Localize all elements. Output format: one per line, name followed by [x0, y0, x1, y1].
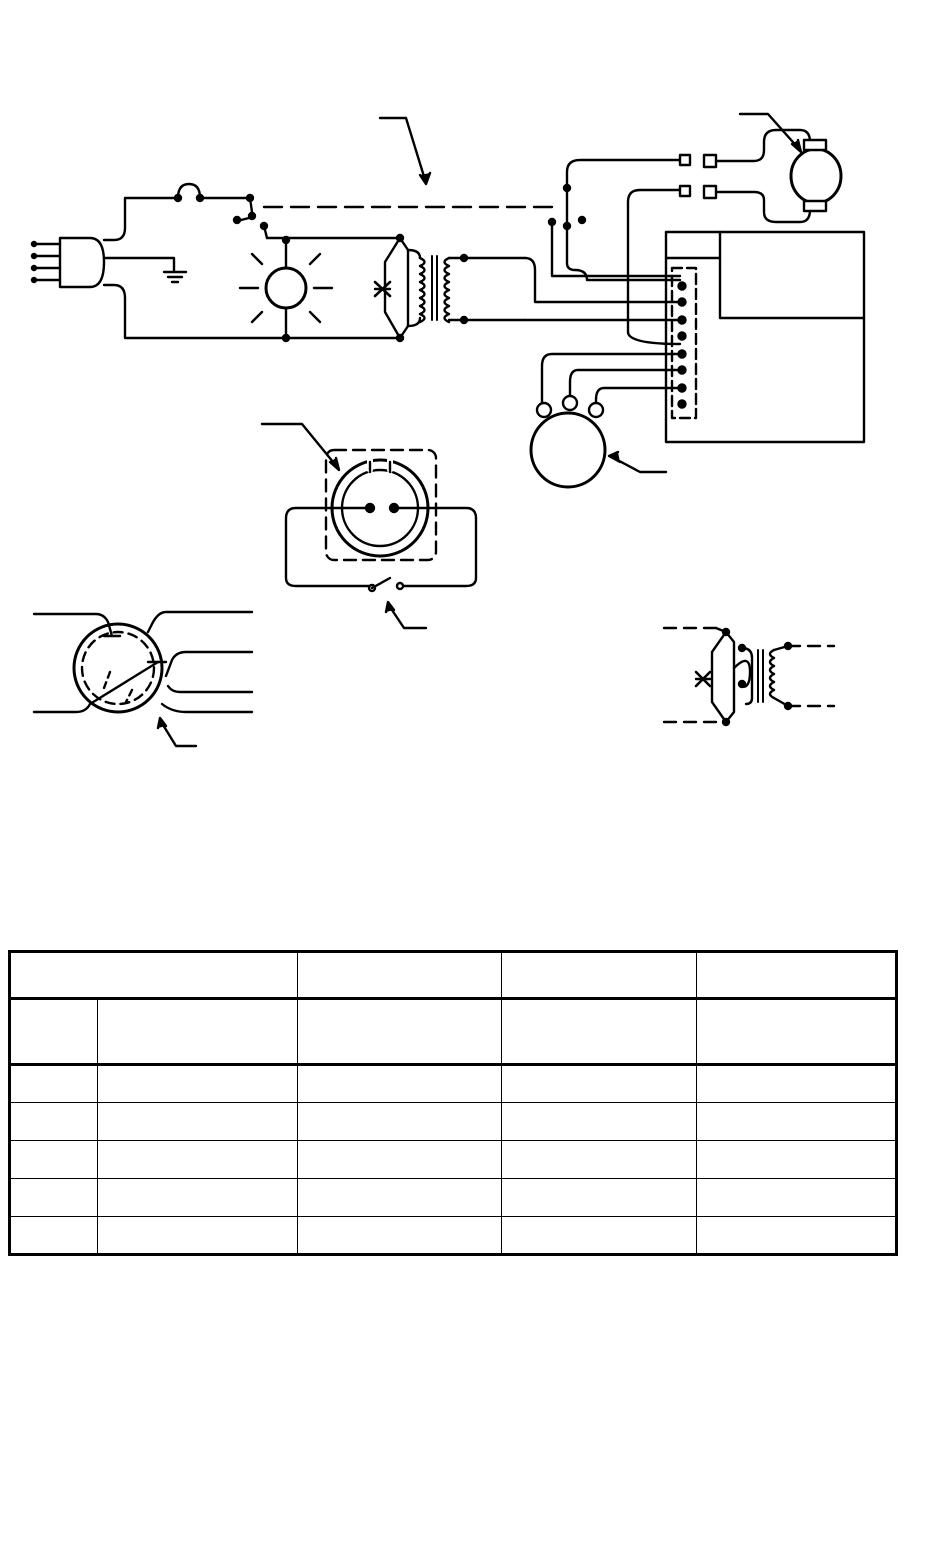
- table-header-cell: [502, 952, 697, 999]
- table-cell: [10, 1217, 98, 1255]
- table-cell: [502, 1103, 697, 1141]
- lamp-icon: [240, 237, 332, 341]
- plug-icon: [32, 238, 104, 287]
- linkage-leader: [380, 118, 430, 184]
- table-header-cell: [697, 999, 897, 1065]
- table-cell: [502, 1179, 697, 1217]
- table-cell: [697, 1141, 897, 1179]
- table-header-cell: [10, 999, 98, 1065]
- table-cell: [10, 1065, 98, 1103]
- table-row: [10, 1103, 897, 1141]
- table-cell: [98, 1217, 298, 1255]
- secondary-wires: [525, 258, 680, 320]
- table-header-cell: [10, 952, 298, 999]
- table-row: [10, 1065, 897, 1103]
- table-row: [10, 1217, 897, 1255]
- table-cell: [298, 1103, 502, 1141]
- table-cell: [298, 1141, 502, 1179]
- transformer-icon: [408, 250, 525, 326]
- table-cell: [298, 1217, 502, 1255]
- table-cell: [697, 1065, 897, 1103]
- table-cell: [10, 1103, 98, 1141]
- motor-icon: [740, 114, 841, 211]
- table-cell: [697, 1179, 897, 1217]
- table-row: [10, 1141, 897, 1179]
- transformer-variant-icon: [664, 628, 834, 725]
- table-cell: [502, 1217, 697, 1255]
- ground-icon: [164, 272, 186, 282]
- table-cell: [697, 1103, 897, 1141]
- table-cell: [298, 1179, 502, 1217]
- table-header-row: [10, 952, 897, 999]
- table-cell: [98, 1141, 298, 1179]
- table-subheader-row: [10, 999, 897, 1065]
- switch-icon: [234, 195, 400, 238]
- table-cell: [298, 1065, 502, 1103]
- table-cell: [502, 1065, 697, 1103]
- table-header-cell: [697, 952, 897, 999]
- timer-motor-icon: [531, 354, 680, 487]
- table-cell: [98, 1065, 298, 1103]
- table-cell: [98, 1179, 298, 1217]
- table-cell: [502, 1141, 697, 1179]
- table-cell: [98, 1103, 298, 1141]
- interlock-switch-icon: [549, 160, 680, 280]
- table-header-cell: [298, 952, 502, 999]
- thermostat-icon: [34, 612, 252, 746]
- varistor-icon: [375, 235, 408, 341]
- circuit-breaker-icon: [175, 184, 250, 201]
- table-header-cell: [98, 999, 298, 1065]
- table-cell: [10, 1141, 98, 1179]
- table-cell: [697, 1217, 897, 1255]
- table-row: [10, 1179, 897, 1217]
- wiring-table: [8, 950, 898, 1256]
- table-header-cell: [298, 999, 502, 1065]
- table-header-cell: [502, 999, 697, 1065]
- table-cell: [10, 1179, 98, 1217]
- heating-element-icon: [262, 424, 476, 586]
